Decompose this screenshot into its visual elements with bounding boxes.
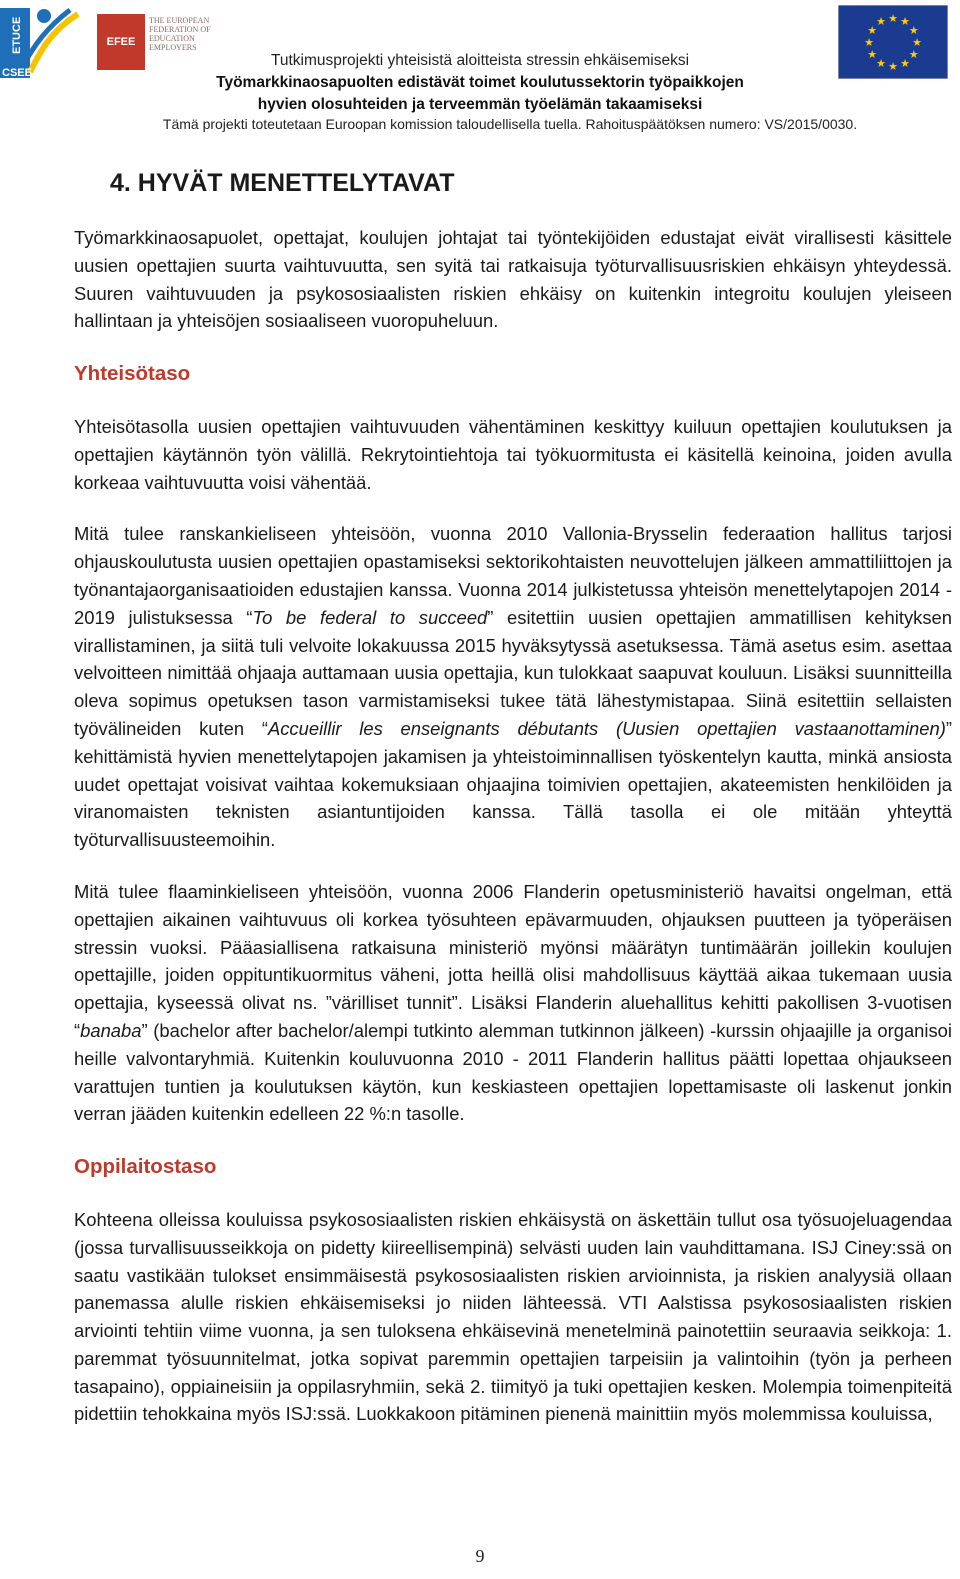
community-paragraph-2: Mitä tulee ranskankieliseen yhteisöön, vuonna 2010 Vallonia-Brysselin federaation hallitus tarjosi ohjauskoulutusta uusien opettajien opastamiseksi sektorikohtaisten neuvottelujen jälkeen ammattiliittojen ja työnantajaorganisaatioiden edustajien kanssa. Vuonna 2014 julkistetussa yhteisön menettelytapojen 2014 - 2019 julistuksessa “To be federal to succeed” esitettiin uusien opettajien ammatillisen kehityksen virallistaminen, ja siitä tuli velvoite lokakuussa 2015 hyväksytyssä asetuksessa. Tämä asetus esim. asettaa velvoitteen nimittää ohjaaja auttamaan uusia opettajia, kun tulokkaat saapuvat kouluun. Lisäksi suunnitteilla oleva sopimus opetuksen tason varmistamiseksi tukee tätä lähestymistapaa. Siinä esitettiin sellaisten työvälineiden kuten “Accueillir les enseignants débutants (Uusien opettajien vastaanottaminen)” kehittämistä hyvien menettelytapojen jakamisen ja yhteistoiminnallisen työskentelyn kautta, minkä ansiosta uudet opettajat voisivat vaihtaa kokemuksiaan ohjaajina toimivien opettajien, akateemisten henkilöiden ja viranomaisten teknisten asiantuntijoiden kanssa. Tällä tasolla ei ole mitään yhteyttä työturvallisuusteemoihin. bbox=[74, 523, 953, 851]
eu-star-icon: ★ bbox=[864, 37, 874, 49]
community-heading: Yhteisötaso bbox=[74, 362, 191, 386]
efee-logo-text: THE EUROPEAN FEDERATION OF EDUCATION EMPLOYERS bbox=[149, 16, 211, 52]
school-heading: Oppilaitostaso bbox=[74, 1155, 217, 1179]
eu-star-icon: ★ bbox=[900, 57, 910, 70]
community-paragraph-3: Mitä tulee flaaminkieliseen yhteisöön, vuonna 2006 Flanderin opetusministeriö havaitsi ongelman, että opettajien aikainen vaihtuvuus oli korkea työsuhteen epävarmuuden, ohjauksen puutteen ja työperäisen stressin vuoksi. Pääasiallisena ratkaisuna ministeriö myönsi määrätyn tuntimäärän joillekin koulujen opettajille, joiden oppituntikuormitus väheni, jotta heillä olisi mahdollisuus käyttää aikaa tukemaan uusia opettajia, kyseessä olivat ns. ”värilliset tunnit”. Lisäksi Flanderin aluehallitus kehitti pakollisen 3-vuotisen “banaba” (bachelor after bachelor/alempi tutkinto alemman tutkinnon jälkeen) -kurssin ohjaajille ja organisoi heille valvontaryhmiä. Kuitenkin kouluvuonna 2010 - 2011 Flanderin hallitus päätti lopettaa ohjaukseen varattujen tuntien ja koulutuksen käytön, kun keskiasteen opettajien lopettamisaste oli laskenut jonkin verran jääden kuitenkin edelleen 22 %:n tasolle. bbox=[74, 880, 952, 1125]
eu-star-icon: ★ bbox=[867, 25, 878, 37]
project-subtitle-1: Työmarkkinaosapuolten edistävät toimet koulutussektorin työpaikkojen bbox=[216, 74, 744, 91]
eu-star-icon: ★ bbox=[908, 25, 919, 37]
etuce-logo bbox=[0, 2, 82, 80]
intro-paragraph: Työmarkkinaosapuolet, opettajat, koulujen johtajat tai työntekijöiden edustajat eivät virallisesti käsittele uusien opettajien suurta vaihtuvuutta, sen syitä tai ratkaisuja työturvallisuusriskien ehkäisyn yhteydessä. Suuren vaihtuvuuden ja psykososiaalisten riskien ehkäisy on kuitenkin integroitu koulujen yleiseen hallintaan ja yhteisöjen sosiaaliseen vuoropuheluun. bbox=[74, 227, 952, 332]
eu-star-icon: ★ bbox=[888, 61, 898, 73]
eu-star-icon: ★ bbox=[912, 37, 922, 49]
school-paragraph-1: Kohteena olleissa kouluissa psykososiaalisten riskien ehkäisystä on äskettäin tullut osa työsuojeluagendaa (jossa turvallisuusseikkoja on pidetty kiireellisempinä) selvästi uuden lain vauhdittamana. ISJ Ciney:ssä on saatu vastikään tulokset ensimmäisestä psykososiaalisten riskien arvioinnista, ja riskien analyysiä ollaan panemassa alulle riskien ehkäisemiseksi jo niiden lähteessä. VTI Aalstissa psykososiaalisten riskien arviointi tehtiin viime vuonna, ja sen tuloksena ehkäisevinä menetelminä painotettiin seuraavia seikkoja: 1. paremmat työsuunnitelmat, jotka sopivat paremmin opettajien tarpeisiin ja valintoihin (työn ja perheen tasapaino), oppiaineisiin ja oppilasryhmiin, sekä 2. tiimityö ja tuki opettajien kesken. Molempia toimenpiteitä pidettiin tehokkaina myös ISJ:ssä. Luokkakoon pitäminen pienenä mainittiin myös molemmissa kouluissa, bbox=[74, 1208, 952, 1425]
project-title: Tutkimusprojekti yhteisistä aloitteista stressin ehkäisemiseksi bbox=[270, 52, 690, 69]
efee-logo-mark: EFEE bbox=[97, 14, 145, 70]
funding-note: Tämä projekti toteutetaan Euroopan komission taloudellisella tuella. Rahoituspäätöksen numero: VS/2015/0030. bbox=[162, 116, 858, 132]
section-title: 4. HYVÄT MENETTELYTAVAT bbox=[110, 169, 455, 197]
quote-term: banaba bbox=[80, 1019, 142, 1041]
page-header bbox=[0, 0, 960, 140]
quote-title-1: To be federal to succeed bbox=[252, 606, 488, 628]
eu-star-icon: ★ bbox=[888, 13, 898, 25]
csee-logo-text: CSEE bbox=[2, 67, 32, 79]
eu-star-icon: ★ bbox=[908, 49, 919, 61]
document-body bbox=[74, 164, 952, 1428]
project-title-block bbox=[100, 50, 860, 116]
eu-star-icon: ★ bbox=[900, 16, 910, 29]
eu-star-icon: ★ bbox=[876, 57, 886, 70]
eu-star-icon: ★ bbox=[867, 49, 878, 61]
eu-star-icon: ★ bbox=[876, 16, 886, 29]
page-number: 9 bbox=[475, 1546, 485, 1566]
project-subtitle-2: hyvien olosuhteiden ja terveemmän työelämän takaamiseksi bbox=[257, 96, 703, 113]
community-paragraph-1: Yhteisötasolla uusien opettajien vaihtuvuuden vähentäminen keskittyy kuiluun opettajien koulutuksen ja opettajien käytännön työn välillä. Rekrytointiehtoja tai työkuormitusta ei käsitellä keinoina, joiden avulla korkeaa vaihtuvuutta voisi vähentää. bbox=[74, 415, 952, 493]
quote-title-2: Accueillir les enseignants débutants (Uusien opettajien vastaanottaminen) bbox=[267, 717, 946, 739]
etuce-logo-text: ETUCE bbox=[11, 16, 23, 54]
